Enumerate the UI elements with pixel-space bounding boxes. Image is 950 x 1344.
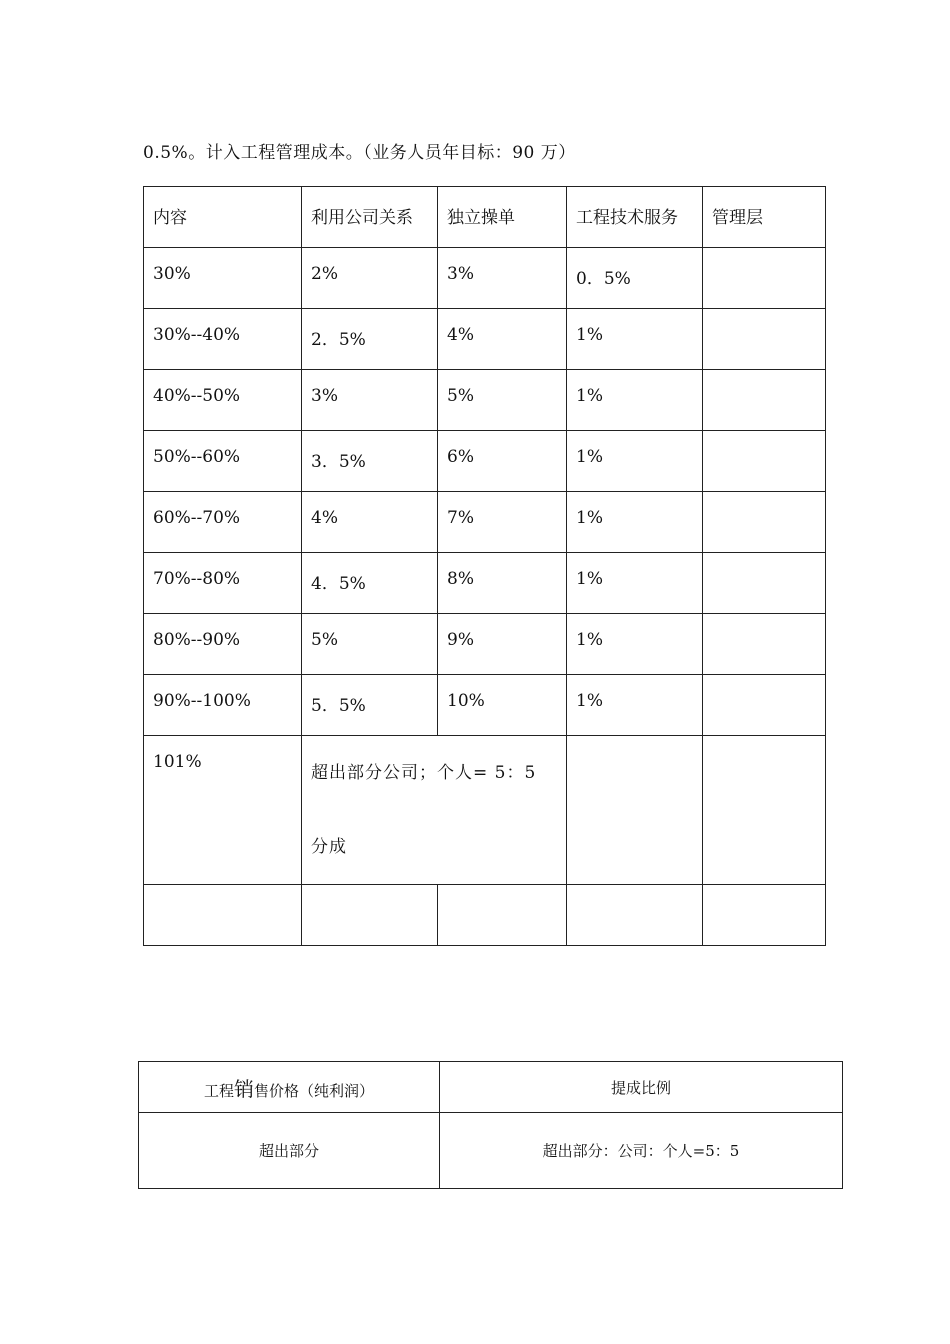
table-cell	[703, 736, 826, 885]
table-cell: 0．5%	[567, 248, 703, 309]
table-cell: 10%	[438, 675, 567, 736]
table-cell: 1%	[567, 370, 703, 431]
table-header-row	[139, 1062, 843, 1113]
table-cell	[703, 614, 826, 675]
table-cell: 超出部分：公司：个人=5：5	[440, 1113, 843, 1189]
table-row	[144, 492, 826, 553]
table-row	[139, 1113, 843, 1189]
table-header-row	[144, 187, 826, 248]
table-cell	[703, 309, 826, 370]
table-cell: 4．5%	[302, 553, 438, 614]
table-cell: 7%	[438, 492, 567, 553]
table-cell: 1%	[567, 492, 703, 553]
header-text: 售价格（纯利润）	[254, 1081, 375, 1100]
header-cell: 内容	[144, 187, 302, 248]
table-row	[144, 553, 826, 614]
table-cell	[703, 248, 826, 309]
table-cell: 3%	[302, 370, 438, 431]
table-row	[144, 736, 826, 885]
table-cell	[703, 431, 826, 492]
header-cell: 提成比例	[440, 1062, 843, 1113]
header-cell: 独立操单	[438, 187, 567, 248]
table-cell: 1%	[567, 675, 703, 736]
table-cell	[302, 885, 438, 946]
table-cell	[703, 675, 826, 736]
table-cell	[144, 885, 302, 946]
table-cell: 30%--40%	[144, 309, 302, 370]
intro-text: 0.5%。计入工程管理成本。（业务人员年目标：90 万）	[143, 143, 576, 163]
table-cell: 超出部分	[139, 1113, 440, 1189]
table-row	[144, 309, 826, 370]
table-cell: 4%	[302, 492, 438, 553]
table-cell: 30%	[144, 248, 302, 309]
header-text: 销	[234, 1076, 254, 1101]
commission-table	[143, 186, 826, 946]
header-cell	[139, 1062, 440, 1113]
table-cell	[703, 553, 826, 614]
table-cell	[703, 885, 826, 946]
table-cell: 60%--70%	[144, 492, 302, 553]
table-cell: 1%	[567, 431, 703, 492]
table-cell: 4%	[438, 309, 567, 370]
table-cell: 5%	[438, 370, 567, 431]
table-cell: 9%	[438, 614, 567, 675]
table-cell	[703, 370, 826, 431]
table-cell: 3．5%	[302, 431, 438, 492]
header-text: 工程	[203, 1081, 234, 1100]
table-cell: 80%--90%	[144, 614, 302, 675]
header-cell: 管理层	[703, 187, 826, 248]
table-cell: 40%--50%	[144, 370, 302, 431]
header-cell: 工程技术服务	[567, 187, 703, 248]
table-cell: 1%	[567, 309, 703, 370]
table-cell	[438, 885, 567, 946]
table-cell	[567, 736, 703, 885]
table-row	[144, 370, 826, 431]
table-cell: 70%--80%	[144, 553, 302, 614]
price-commission-table	[138, 1061, 843, 1189]
table-cell: 3%	[438, 248, 567, 309]
table-cell: 5．5%	[302, 675, 438, 736]
table-row	[144, 431, 826, 492]
table-cell	[703, 492, 826, 553]
table-cell: 5%	[302, 614, 438, 675]
table-cell: 1%	[567, 553, 703, 614]
merged-cell: 超出部分公司；个人= 5：5 分成	[302, 736, 567, 885]
header-cell: 利用公司关系	[302, 187, 438, 248]
table-cell: 8%	[438, 553, 567, 614]
table-row	[144, 614, 826, 675]
table-cell: 1%	[567, 614, 703, 675]
table-row	[144, 248, 826, 309]
table-cell: 2%	[302, 248, 438, 309]
table-cell	[567, 885, 703, 946]
table-cell: 2．5%	[302, 309, 438, 370]
table-cell: 6%	[438, 431, 567, 492]
table-row	[144, 675, 826, 736]
table-cell: 101%	[144, 736, 302, 885]
table-cell: 50%--60%	[144, 431, 302, 492]
table-cell: 90%--100%	[144, 675, 302, 736]
table-row	[144, 885, 826, 946]
